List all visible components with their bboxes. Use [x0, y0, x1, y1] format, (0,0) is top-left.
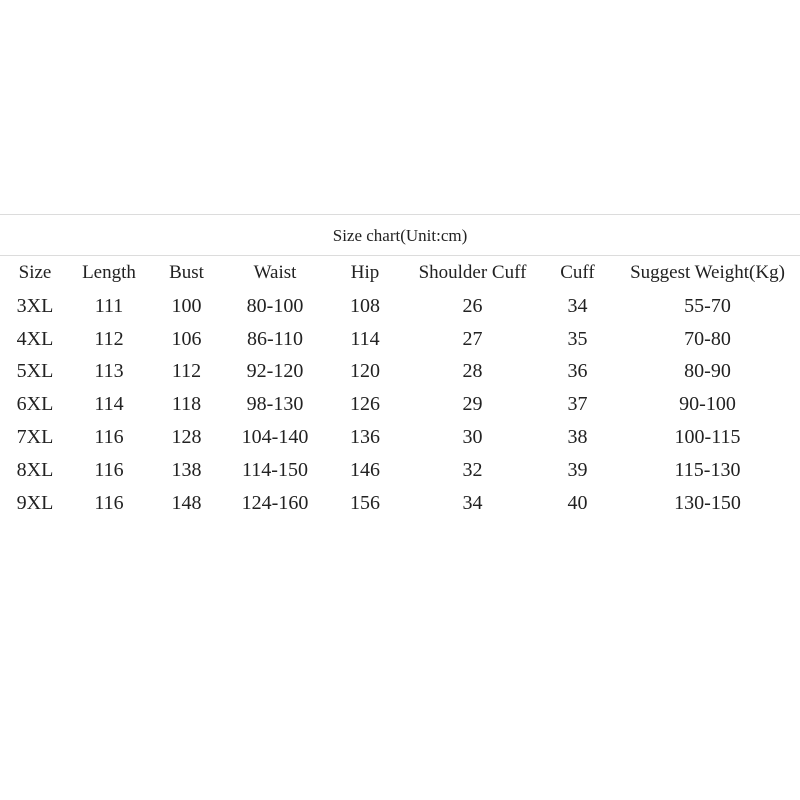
- cell-waist: 114-150: [242, 458, 308, 481]
- cell-suggest-weight: 80-90: [684, 360, 731, 383]
- cell-hip: 126: [350, 393, 380, 416]
- cell-hip: 120: [350, 360, 380, 383]
- cell-suggest-weight: 55-70: [684, 294, 731, 317]
- column-header-shoulder-cuff: Shoulder Cuff: [418, 262, 527, 283]
- size-chart: [0, 214, 800, 520]
- cell-length: 113: [94, 360, 124, 383]
- cell-waist: 104-140: [241, 426, 309, 449]
- cell-shoulder-cuff: 34: [462, 491, 483, 514]
- cell-suggest-weight: 130-150: [674, 491, 741, 514]
- cell-length: 111: [94, 294, 124, 317]
- table-row: [0, 356, 800, 389]
- cell-cuff: 40: [567, 491, 588, 514]
- cell-waist: 80-100: [246, 294, 304, 317]
- cell-hip: 136: [350, 426, 380, 449]
- cell-length: 112: [94, 327, 124, 350]
- cell-size: 9XL: [16, 491, 54, 514]
- cell-length: 116: [94, 491, 124, 514]
- table-row: [0, 388, 800, 421]
- cell-bust: 106: [171, 327, 202, 350]
- cell-bust: 148: [171, 491, 202, 514]
- cell-shoulder-cuff: 29: [462, 393, 483, 416]
- cell-waist: 92-120: [246, 360, 304, 383]
- column-header-waist: Waist: [253, 262, 297, 283]
- table-row: [0, 454, 800, 487]
- cell-hip: 114: [350, 327, 380, 350]
- column-header-size: Size: [18, 262, 52, 283]
- cell-waist: 98-130: [246, 393, 304, 416]
- cell-hip: 146: [350, 458, 380, 481]
- table-row: [0, 487, 800, 520]
- cell-shoulder-cuff: 28: [462, 360, 483, 383]
- cell-bust: 100: [171, 294, 202, 317]
- cell-shoulder-cuff: 30: [462, 426, 483, 449]
- cell-bust: 128: [171, 426, 202, 449]
- cell-hip: 108: [350, 294, 380, 317]
- cell-size: 5XL: [16, 360, 54, 383]
- cell-bust: 138: [171, 458, 202, 481]
- cell-cuff: 34: [567, 294, 588, 317]
- cell-shoulder-cuff: 26: [462, 294, 483, 317]
- cell-size: 6XL: [16, 393, 54, 416]
- cell-waist: 124-160: [241, 491, 309, 514]
- column-header-suggest-weight: Suggest Weight(Kg): [630, 262, 785, 283]
- cell-suggest-weight: 115-130: [674, 458, 741, 481]
- cell-length: 116: [94, 426, 124, 449]
- cell-cuff: 36: [567, 360, 588, 383]
- cell-size: 3XL: [16, 294, 54, 317]
- cell-length: 116: [94, 458, 124, 481]
- cell-hip: 156: [350, 491, 380, 514]
- column-header-length: Length: [82, 262, 136, 283]
- cell-cuff: 37: [567, 393, 588, 416]
- cell-size: 7XL: [16, 426, 54, 449]
- table-row: [0, 421, 800, 454]
- size-table: [0, 256, 800, 520]
- cell-size: 8XL: [16, 458, 54, 481]
- cell-suggest-weight: 70-80: [684, 327, 731, 350]
- cell-bust: 112: [171, 360, 202, 383]
- column-header-bust: Bust: [169, 262, 204, 283]
- cell-cuff: 38: [567, 426, 588, 449]
- cell-suggest-weight: 100-115: [674, 426, 741, 449]
- column-header-hip: Hip: [350, 262, 380, 283]
- cell-shoulder-cuff: 32: [462, 458, 483, 481]
- cell-size: 4XL: [16, 327, 54, 350]
- cell-waist: 86-110: [247, 327, 303, 350]
- cell-cuff: 35: [567, 327, 588, 350]
- column-header-cuff: Cuff: [560, 262, 595, 283]
- cell-shoulder-cuff: 27: [462, 327, 483, 350]
- cell-cuff: 39: [567, 458, 588, 481]
- table-row: [0, 323, 800, 356]
- table-header-row: [0, 256, 800, 290]
- cell-length: 114: [94, 393, 124, 416]
- cell-bust: 118: [171, 393, 202, 416]
- chart-title: Size chart(Unit:cm): [0, 214, 800, 256]
- cell-suggest-weight: 90-100: [679, 393, 736, 416]
- table-row: [0, 290, 800, 323]
